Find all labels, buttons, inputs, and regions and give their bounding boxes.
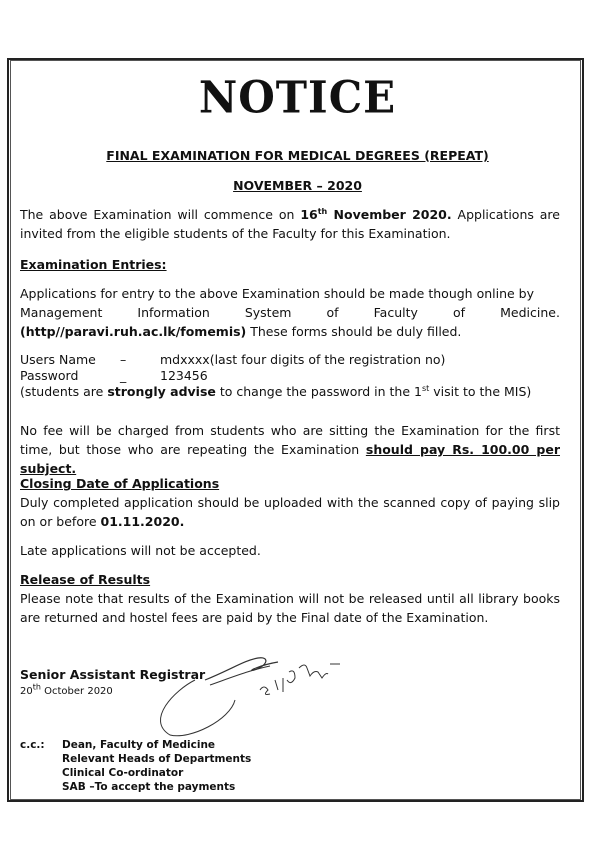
cc-line-3: Clinical Co-ordinator xyxy=(62,767,184,779)
signatory-date: 20th October 2020 xyxy=(20,682,113,697)
exam-heading: FINAL EXAMINATION FOR MEDICAL DEGREES (REPEAT) xyxy=(106,148,489,163)
exam-month: NOVEMBER – 2020 xyxy=(233,178,362,193)
closing-section xyxy=(20,474,560,531)
password-advice: (students are strongly advise to change the password in the 1st visit to the MIS) xyxy=(20,383,532,399)
entries-heading: Examination Entries: xyxy=(20,257,167,272)
fee-paragraph: No fee will be charged from students who are sitting the Examination for the first time, but those who are repeating the Examination should pay Rs. 100.00 per subject. xyxy=(20,423,560,476)
mis-url: (http//paravi.ruh.ac.lk/fomemis) xyxy=(20,324,247,339)
results-heading: Release of Results xyxy=(20,572,151,587)
results-section xyxy=(20,570,560,627)
cc-line-4: SAB –To accept the payments xyxy=(62,781,236,793)
closing-text: Duly completed application should be uploaded with the scanned copy of paying slip on or before 01.11.2020. xyxy=(20,495,560,529)
results-text: Please note that results of the Examination will not be released until all library books are returned and hostel fees are paid by the Final date of the Examination. xyxy=(20,591,560,625)
intro-paragraph: The above Examination will commence on 16th November 2020. Applications are invited from the eligible students of the Faculty for this Examination. xyxy=(20,206,560,241)
signatory-title: Senior Assistant Registrar xyxy=(20,667,206,682)
password-row: Password _ 123456 xyxy=(20,368,208,383)
entries-line-3: (http//paravi.ruh.ac.lk/fomemis) These forms should be duly filled. xyxy=(20,324,462,339)
handwritten-date xyxy=(255,650,355,700)
entries-line-2: Management Information System of Faculty of Medicine. xyxy=(20,305,560,320)
notice-title: NOTICE xyxy=(198,71,397,124)
cc-block xyxy=(20,738,251,794)
entries-paragraph xyxy=(20,284,560,341)
cc-line-1: c.c.: Dean, Faculty of Medicine xyxy=(20,739,216,751)
credentials xyxy=(20,352,560,400)
closing-heading: Closing Date of Applications xyxy=(20,476,220,491)
username-row: Users Name – mdxxxx(last four digits of the registration no) xyxy=(20,352,446,367)
entries-line-1: Applications for entry to the above Examination should be made though online by xyxy=(20,286,535,301)
late-notice: Late applications will not be accepted. xyxy=(20,543,261,558)
cc-line-2: Relevant Heads of Departments xyxy=(62,753,252,765)
